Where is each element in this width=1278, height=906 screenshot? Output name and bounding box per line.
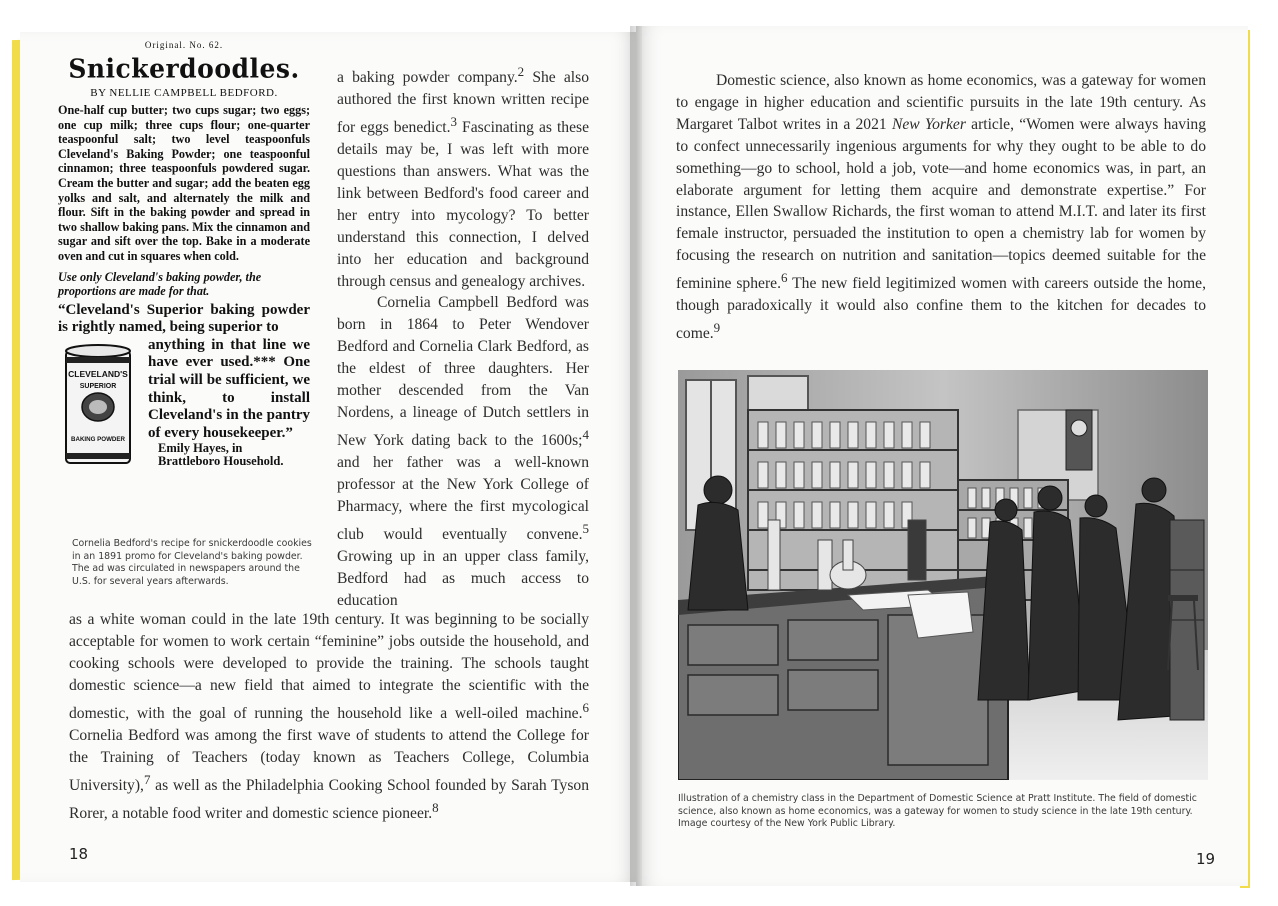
footnote-ref[interactable]: 2 [517,64,525,79]
clipping-quote-wrap: anything in that line we have ever used.*** One trial will be sufficient, we think, to install Cleveland's in the pantry of every housekeeper.” [148,336,310,441]
text-run: a baking powder company. [337,69,518,87]
text-run: Cornelia Bedford was among the first wave of students to attend the College for the Training of Teachers (today known as Teachers College, Columbia University), [69,726,589,794]
text-run: as a white woman could in the late 19th century. It was beginning to be socially acceptable for women to work certain “feminine” jobs outside the household, and cooking schools were developed to provide the training. The schools taught domestic science—a new field that aimed to integrate the scientific with the domestic, with the goal of running the household like a well-oiled machine. [69,611,589,722]
text-run: as well as the Philadelphia Cooking School founded by Sarah Tyson Rorer, a notable food writer and domestic science pioneer. [69,776,589,822]
clipping-lower [58,337,310,469]
text-run: Cornelia Campbell Bedford was born in 1864 to Peter Wendover Bedford and Cornelia Clark Bedford, as the eldest of three daughters. Her mother descended from the Van Nordens, a lineage of Dutch settlers in New York dating back to the 1600s; [337,294,589,450]
clipping-recipe: One-half cup butter; two cups sugar; two eggs; one cup milk; three cups flour; one-quarter teaspoonful salt; two level teaspoonfuls Cleveland's Baking Powder; one teaspoonful cinnamon; three teaspoonfuls powdered sugar. Cream the butter and sugar; add the beaten egg yolks and salt, and alternately the milk and flour. Sift in the baking powder and spread in two shallow baking pans. Mix the cinnamon and sugar and sift over the top. Bake in a moderate oven and cut in squares when cold. [58,103,310,263]
publication-name: New Yorker [891,115,966,133]
chemistry-lab-image [678,370,1208,780]
page-number-left: 18 [69,845,89,863]
clipping-signature [158,442,310,468]
baking-powder-tin-icon [62,341,134,469]
book-spine [630,26,642,886]
text-run: She also authored the first known written recipe for eggs benedict. [337,69,589,137]
tin-product-text: BAKING POWDER [71,435,125,443]
text-run: Domestic science, also known as home economics, was a gateway for women to engage in higher education and scientific pursuits in the late 19th century. As Margaret Talbot writes in a 2021 [676,72,1206,133]
clipping-signature-source: Brattleboro Household. [158,454,284,469]
right-column-text [676,70,1206,345]
clipping-caption: Cornelia Bedford's recipe for snickerdoodle cookies in an 1891 promo for Cleveland's baking powder. The ad was circulated in newspapers around the U.S. for several years afterwards. [72,538,312,587]
chemistry-class-illustration [678,370,1208,780]
footnote-ref[interactable]: 4 [582,426,589,442]
illustration-caption: Illustration of a chemistry class in the Department of Domestic Science at Pratt Institute. The field of domestic science, also known as home economics, was a gateway for women to study science in the late 19th century. Image courtesy of the New York Public Library. [678,793,1197,830]
paragraph [69,609,589,825]
footnote-ref[interactable]: 3 [450,114,458,129]
footnote-ref[interactable]: 5 [582,520,589,536]
paragraph [337,61,589,292]
text-run: Growing up in an upper class family, Bedford had as much access to education [337,547,589,609]
left-full-width-text [69,609,589,825]
book-edge-left [12,40,20,880]
clipping-signature-name: Emily Hayes, in [158,441,243,456]
text-run: article, “Women were always having to confect unnecessarily ingenious arguments for why they ought to be able to do something—go to school, hold a job, vote—and home economics was, in part, an elaborate argument for letting them acquire and demonstrate expertise.” For instance, Ellen Swallow Richards, the first woman to attend M.I.T. and later its first female instructor, persuaded the institution to open a chemistry lab for women by focusing the research on nutrition and sanitation—topics deemed suitable for the feminine sphere. [676,115,1207,293]
footnote-ref[interactable]: 9 [713,320,721,336]
footnote-ref[interactable]: 8 [432,799,439,815]
footnote-ref[interactable]: 6 [582,699,589,715]
text-run: The new field legitimized women with careers outside the home, though paradoxically it would also confine them to the kitchen for decades to come. [676,275,1206,343]
page-number-right: 19 [1196,850,1216,868]
clipping-title: Snickerdoodles. [68,53,300,84]
paragraph [337,292,589,611]
snickerdoodle-clipping [58,40,310,530]
clipping-quote-lead: “Cleveland's Superior baking powder is rightly named, being superior to [58,301,310,336]
footnote-ref[interactable]: 6 [780,270,788,286]
clipping-byline: BY NELLIE CAMPBELL BEDFORD. [90,87,278,99]
paragraph [676,70,1206,345]
footnote-ref[interactable]: 7 [143,771,151,787]
clipping-note: Use only Cleveland's baking powder, the proportions are made for that. [58,269,262,298]
tin-superior-text: SUPERIOR [79,382,117,390]
text-run: Fascinating as these details may be, I was left with more questions than answers. What was the link between Bedford's food career and her entry into mycology? To better understand this connection, I delved into her education and background through census and genealogy archives. [337,119,590,290]
text-run: and her father was a well-known professor at the New York College of Pharmacy, where the first mycological club would eventually convene. [337,453,589,543]
left-column-text [337,61,589,612]
tin-brand-text: CLEVELAND'S [68,368,128,379]
clipping-header: Original. No. 62. [144,40,224,50]
